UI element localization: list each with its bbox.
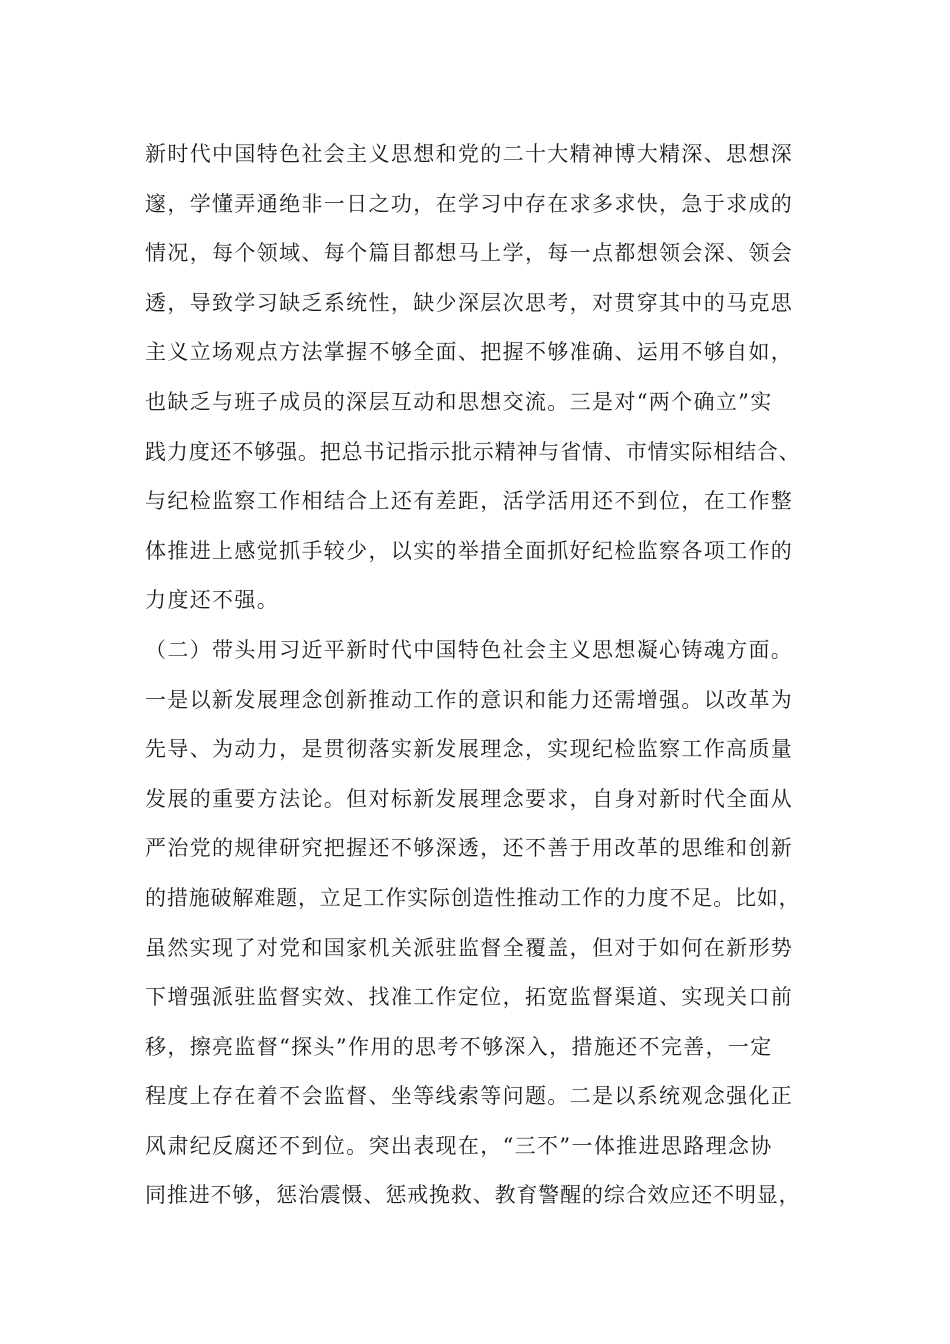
text-line-16: 的措施破解难题，立足工作实际创造性推动工作的力度不足。比如， <box>145 885 801 910</box>
text-line-18: 下增强派驻监督实效、找准工作定位，拓宽监督渠道、实现关口前 <box>145 985 794 1010</box>
text-line-1: 新时代中国特色社会主义思想和党的二十大精神博大精深、思想深 <box>145 142 794 166</box>
text-line-4: 透，导致学习缺乏系统性，缺少深层次思考，对贯穿其中的马克思 <box>145 290 794 315</box>
text-line-17: 虽然实现了对党和国家机关派驻监督全覆盖，但对于如何在新形势 <box>145 935 794 960</box>
text-line-21: 风肃纪反腐还不到位。突出表现在，“三不”一体推进思路理念协 <box>145 1133 773 1158</box>
text-line-19: 移，擦亮监督“探头”作用的思考不够深入，措施还不完善，一定 <box>145 1034 773 1059</box>
text-line-22: 同推进不够，惩治震慑、惩戒挽救、教育警醒的综合效应还不明显， <box>145 1183 801 1208</box>
body-text <box>145 130 835 1221</box>
text-line-15: 严治党的规律研究把握还不够深透，还不善于用改革的思维和创新 <box>145 836 794 861</box>
text-line-6: 也缺乏与班子成员的深层互动和思想交流。三是对“两个确立”实 <box>145 389 773 414</box>
text-line-14: 发展的重要方法论。但对标新发展理念要求，自身对新时代全面从 <box>145 786 794 811</box>
text-line-2: 邃，学懂弄通绝非一日之功，在学习中存在求多求快，急于求成的 <box>145 191 794 216</box>
text-line-9: 体推进上感觉抓手较少，以实的举措全面抓好纪检监察各项工作的 <box>145 538 794 563</box>
text-line-3: 情况，每个领域、每个篇目都想马上学，每一点都想领会深、领会 <box>145 241 794 266</box>
text-line-10: 力度还不强。 <box>145 588 280 613</box>
text-line-12: 一是以新发展理念创新推动工作的意识和能力还需增强。以改革为 <box>145 687 794 712</box>
text-line-8: 与纪检监察工作相结合上还有差距，活学活用还不到位，在工作整 <box>145 489 794 514</box>
text-line-13: 先导、为动力，是贯彻落实新发展理念，实现纪检监察工作高质量 <box>145 737 794 762</box>
text-line-20: 程度上存在着不会监督、坐等线索等问题。二是以系统观念强化正 <box>145 1084 794 1109</box>
text-line-7: 践力度还不够强。把总书记指示批示精神与省情、市情实际相结合、 <box>145 439 801 464</box>
text-line-5: 主义立场观点方法掌握不够全面、把握不够准确、运用不够自如， <box>145 340 794 365</box>
section-heading: （二）带头用习近平新时代中国特色社会主义思想凝心铸魂方面。 <box>145 637 794 662</box>
